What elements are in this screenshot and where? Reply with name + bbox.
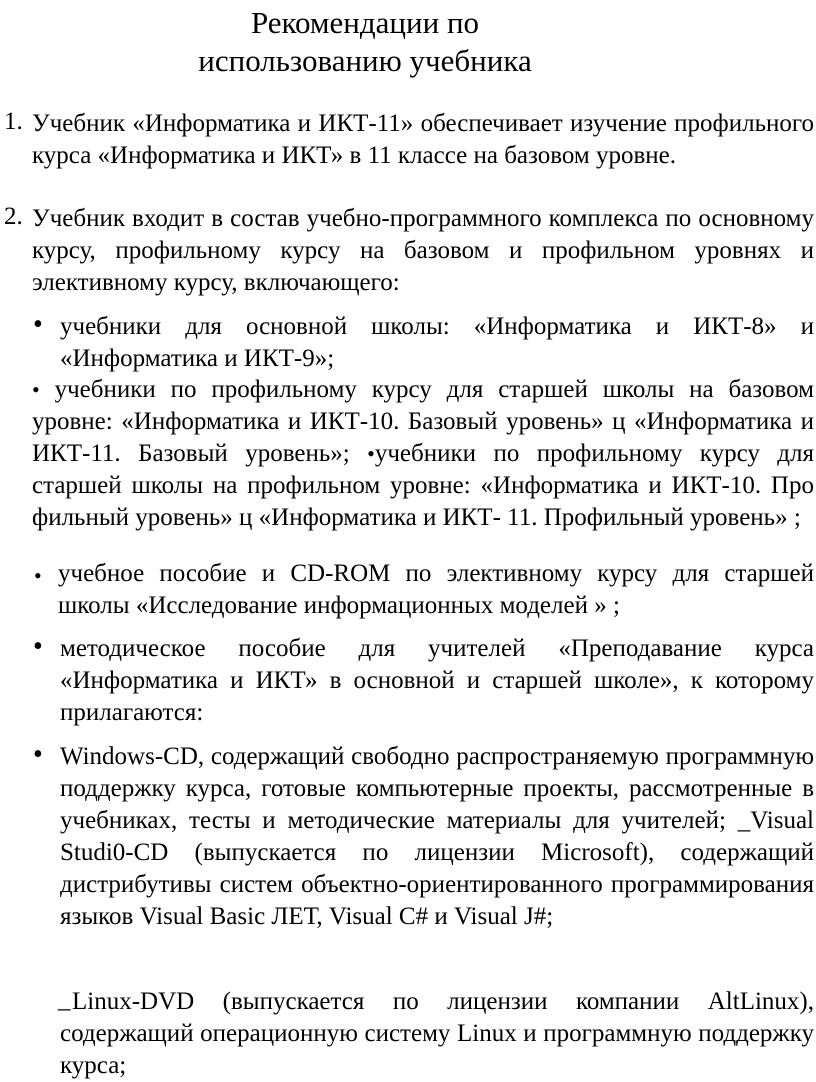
bullet-text-2b: учебники по профильному курсу для старшей школы на профильном уровне: «Информатика и ИКТ-10. Про фильный уровень» ц «Информатика и ИКТ- 11. Профильный уровень» ; (32, 440, 814, 531)
dash-marker: _ (58, 986, 71, 1013)
item-number-1: 1. (4, 108, 23, 135)
bullet-text-5a: Windows-CD, содержащий свободно распространяемую программную поддержку курса, готовые компьютерные проекты, рассмотренные в учебниках, тесты и методические материалы для учителей; (60, 743, 814, 834)
bullet-text-3: учебное пособие и CD-ROM по элективному курсу для старшей школы «Исследование информационных моделей » ; (58, 560, 814, 619)
bullet-icon: • (33, 309, 43, 340)
title-line-1: Рекомендации по (250, 5, 480, 40)
bullet-block-2 (32, 374, 814, 534)
bullet-icon: • (33, 739, 43, 770)
page-title (0, 4, 730, 80)
bullet-icon: • (367, 441, 375, 466)
dash-marker: _ (737, 807, 751, 834)
bullet-icon: • (33, 631, 43, 662)
bullet-icon: • (34, 563, 42, 588)
bullet-text-2a: учебники по профильному курсу для старшей школы на базовом уровне: «Информатика и ИКТ-10. Базовый уровень» ц «Информатика и ИКТ-11. Базовый уровень»; (32, 376, 814, 467)
item-text-1: Учебник «Информатика и ИКТ-11» обеспечивает изучение профильного курса «Информатика и ИКТ» в 11 классе на базовом уровне. (32, 110, 814, 169)
bullet-text-5 (60, 741, 814, 933)
bullet-text-1: учебники для основной школы: «Информатика и ИКТ-8» и «Информатика и ИКТ-9»; (60, 313, 814, 372)
item-text-2: Учебник входит в состав учебно-программного комплекса по основному курсу, профильному курсу на базовом и профильном уровнях и элективному курсу, включающего: (32, 205, 814, 296)
bullet-text-4: методическое пособие для учителей «Преподавание курса «Информатика и ИКТ» в основной и старшей школе», к которому прилагаются: (60, 635, 814, 726)
item-number-2: 2. (4, 203, 23, 230)
title-line-2: использованию учебника (198, 43, 532, 78)
bullet-icon: • (32, 377, 40, 402)
bullet-text-5b: Visual Studi0-CD (выпускается по лицензии Microsoft), содержащий дистрибутивы систем объектно-ориентированного программирования языков Visual Basic ЛЕТ, Visual C# и Visual J#; (60, 807, 814, 930)
bullet-text-6: Linux-DVD (выпускается по лицензии компании AltLinux), содержащий операционную систему Linux и программную поддержку курса; (60, 988, 814, 1079)
